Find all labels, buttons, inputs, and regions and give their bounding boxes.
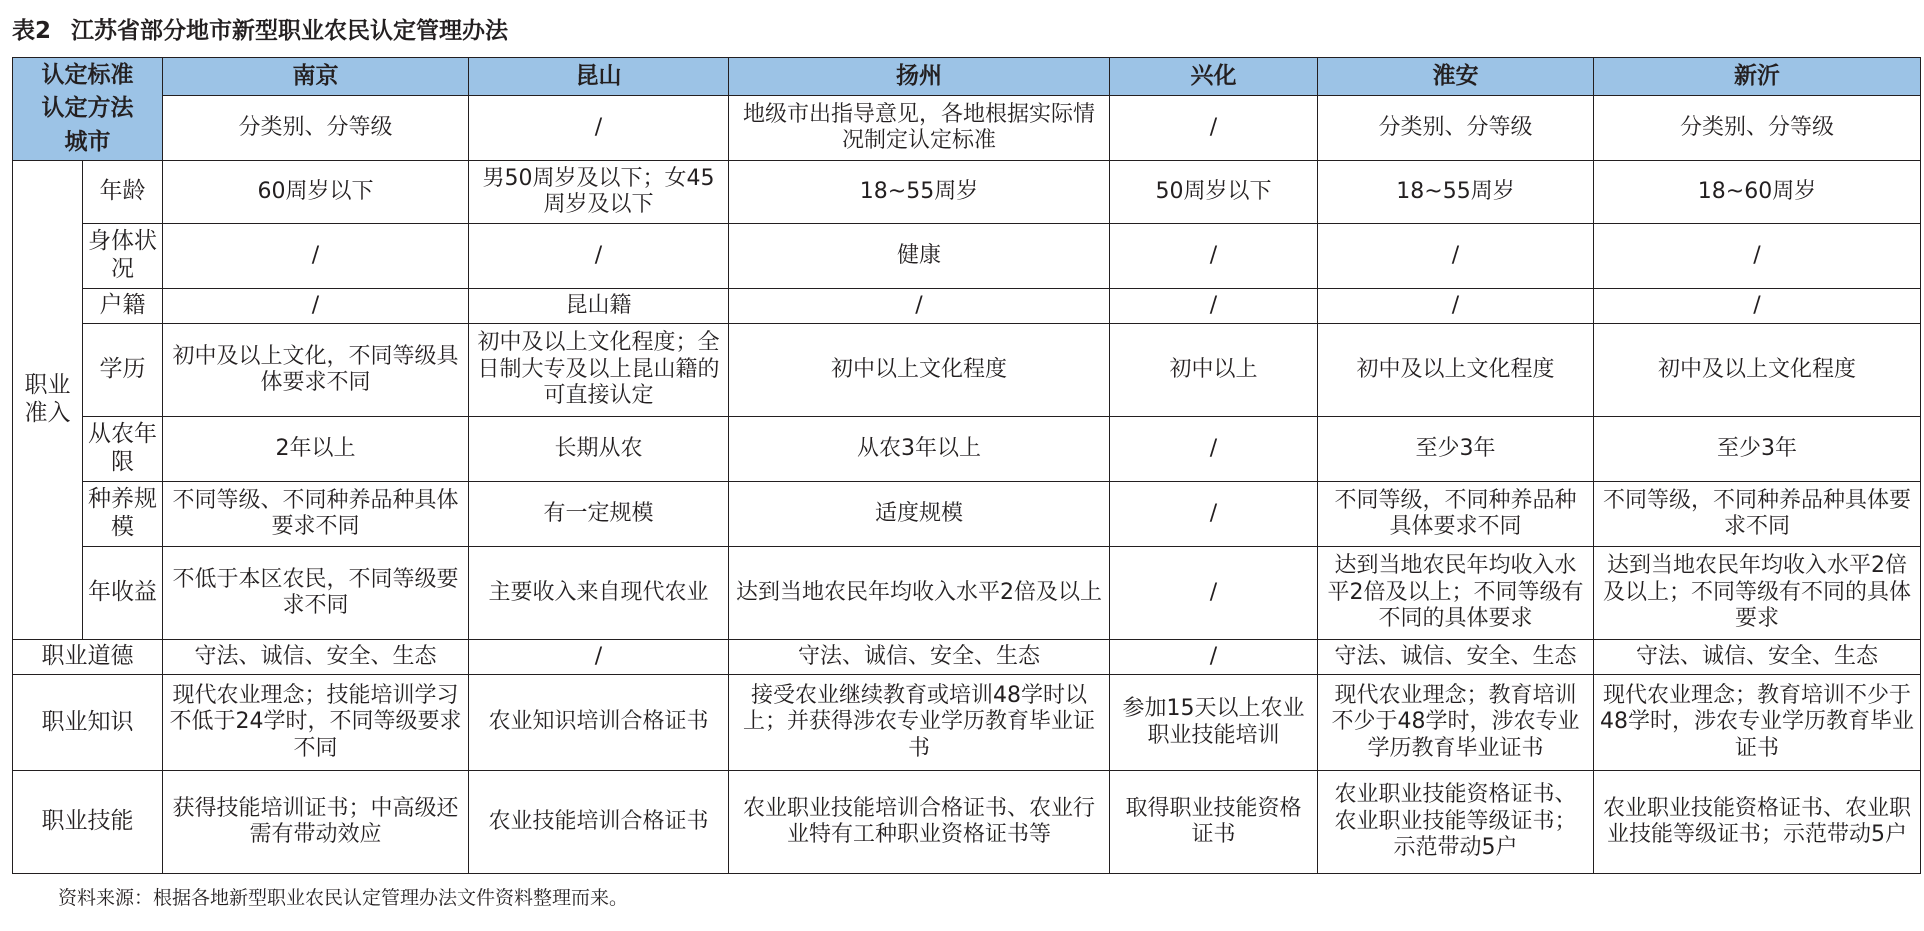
corner-standard: 认定标准 bbox=[41, 61, 134, 88]
table-cell: 农业职业技能资格证书、农业职业技能等级证书；示范带动5户 bbox=[1594, 771, 1921, 874]
table-cell: 至少3年 bbox=[1594, 417, 1921, 482]
table-cell: 接受农业继续教育或培训48学时以上；并获得涉农专业学历教育毕业证书 bbox=[729, 675, 1110, 771]
table-caption: 江苏省部分地市新型职业农民认定管理办法 bbox=[71, 18, 509, 44]
city-header: 扬州 bbox=[729, 58, 1110, 96]
source-note: 资料来源：根据各地新型职业农民认定管理办法文件资料整理而来。 bbox=[58, 887, 629, 909]
table-cell: 现代农业理念；教育培训不少于48学时，涉农专业学历教育毕业证书 bbox=[1594, 675, 1921, 771]
table-cell: 守法、诚信、安全、生态 bbox=[1594, 640, 1921, 675]
table-cell: 不同等级、不同种养品种具体要求不同 bbox=[163, 482, 469, 547]
table-cell: / bbox=[1110, 482, 1318, 547]
table-title bbox=[12, 12, 508, 45]
table-cell: 昆山籍 bbox=[469, 289, 729, 324]
table-cell: / bbox=[163, 289, 469, 324]
table-cell: 有一定规模 bbox=[469, 482, 729, 547]
method-cell: 地级市出指导意见，各地根据实际情况制定认定标准 bbox=[729, 96, 1110, 161]
table-cell: / bbox=[1110, 224, 1318, 289]
table-cell: / bbox=[1318, 289, 1594, 324]
method-cell: / bbox=[1110, 96, 1318, 161]
table-cell: / bbox=[1594, 289, 1921, 324]
table-cell: / bbox=[163, 224, 469, 289]
row-label-health: 身体状况 bbox=[83, 224, 163, 289]
table-cell: 守法、诚信、安全、生态 bbox=[1318, 640, 1594, 675]
city-header: 淮安 bbox=[1318, 58, 1594, 96]
table-cell: 农业知识培训合格证书 bbox=[469, 675, 729, 771]
table-cell: 初中及以上文化，不同等级具体要求不同 bbox=[163, 324, 469, 417]
row-label-ethics: 职业道德 bbox=[13, 640, 163, 675]
table-cell: 取得职业技能资格证书 bbox=[1110, 771, 1318, 874]
table-cell: 农业职业技能培训合格证书、农业行业特有工种职业资格证书等 bbox=[729, 771, 1110, 874]
method-cell: 分类别、分等级 bbox=[1318, 96, 1594, 161]
table-cell: 现代农业理念；技能培训学习不低于24学时，不同等级要求不同 bbox=[163, 675, 469, 771]
table-cell: 现代农业理念；教育培训不少于48学时，涉农专业学历教育毕业证书 bbox=[1318, 675, 1594, 771]
certification-table bbox=[12, 57, 1921, 874]
table-cell: 守法、诚信、安全、生态 bbox=[163, 640, 469, 675]
corner-method: 认定方法 bbox=[41, 95, 134, 122]
table-cell: 初中及以上文化程度 bbox=[1318, 324, 1594, 417]
table-cell: 获得技能培训证书；中高级还需有带动效应 bbox=[163, 771, 469, 874]
corner-city: 城市 bbox=[64, 128, 111, 155]
method-cell: / bbox=[469, 96, 729, 161]
city-header: 兴化 bbox=[1110, 58, 1318, 96]
table-cell: 达到当地农民年均收入水平2倍及以上 bbox=[729, 547, 1110, 640]
table-cell: 参加15天以上农业职业技能培训 bbox=[1110, 675, 1318, 771]
table-cell: 60周岁以下 bbox=[163, 161, 469, 224]
admission-category: 职业准入 bbox=[13, 161, 83, 640]
table-cell: 初中及以上文化程度 bbox=[1594, 324, 1921, 417]
row-label-age: 年龄 bbox=[83, 161, 163, 224]
table-cell: 达到当地农民年均收入水平2倍及以上；不同等级有不同的具体要求 bbox=[1594, 547, 1921, 640]
method-cell: 分类别、分等级 bbox=[163, 96, 469, 161]
row-label-farming-years: 从农年限 bbox=[83, 417, 163, 482]
table-cell: 初中以上 bbox=[1110, 324, 1318, 417]
table-cell: 守法、诚信、安全、生态 bbox=[729, 640, 1110, 675]
row-label-income: 年收益 bbox=[83, 547, 163, 640]
table-cell: / bbox=[469, 224, 729, 289]
corner-header bbox=[13, 58, 163, 161]
table-cell: 不低于本区农民，不同等级要求不同 bbox=[163, 547, 469, 640]
table-cell: / bbox=[729, 289, 1110, 324]
table-cell: 达到当地农民年均收入水平2倍及以上；不同等级有不同的具体要求 bbox=[1318, 547, 1594, 640]
table-cell: / bbox=[1110, 547, 1318, 640]
table-cell: / bbox=[1318, 224, 1594, 289]
table-cell: 18~55周岁 bbox=[1318, 161, 1594, 224]
row-label-knowledge: 职业知识 bbox=[13, 675, 163, 771]
table-cell: 50周岁以下 bbox=[1110, 161, 1318, 224]
table-cell: 不同等级，不同种养品种具体要求不同 bbox=[1594, 482, 1921, 547]
table-cell: 农业职业技能资格证书、农业职业技能等级证书；示范带动5户 bbox=[1318, 771, 1594, 874]
city-header: 新沂 bbox=[1594, 58, 1921, 96]
table-cell: 农业技能培训合格证书 bbox=[469, 771, 729, 874]
table-cell: 主要收入来自现代农业 bbox=[469, 547, 729, 640]
row-label-education: 学历 bbox=[83, 324, 163, 417]
table-cell: 初中以上文化程度 bbox=[729, 324, 1110, 417]
table-number: 表2 bbox=[12, 18, 52, 44]
table-cell: 18~55周岁 bbox=[729, 161, 1110, 224]
city-header: 南京 bbox=[163, 58, 469, 96]
table-cell: 健康 bbox=[729, 224, 1110, 289]
row-label-scale: 种养规模 bbox=[83, 482, 163, 547]
city-header: 昆山 bbox=[469, 58, 729, 96]
table-cell: / bbox=[1110, 289, 1318, 324]
table-cell: 适度规模 bbox=[729, 482, 1110, 547]
table-cell: / bbox=[1110, 640, 1318, 675]
table-cell: 初中及以上文化程度；全日制大专及以上昆山籍的可直接认定 bbox=[469, 324, 729, 417]
table-cell: / bbox=[1594, 224, 1921, 289]
table-cell: 不同等级，不同种养品种具体要求不同 bbox=[1318, 482, 1594, 547]
method-cell: 分类别、分等级 bbox=[1594, 96, 1921, 161]
table-cell: 18~60周岁 bbox=[1594, 161, 1921, 224]
table-cell: 2年以上 bbox=[163, 417, 469, 482]
table-cell: 从农3年以上 bbox=[729, 417, 1110, 482]
row-label-household: 户籍 bbox=[83, 289, 163, 324]
table-cell: 至少3年 bbox=[1318, 417, 1594, 482]
table-cell: / bbox=[469, 640, 729, 675]
table-cell: 男50周岁及以下；女45周岁及以下 bbox=[469, 161, 729, 224]
row-label-skills: 职业技能 bbox=[13, 771, 163, 874]
table-cell: 长期从农 bbox=[469, 417, 729, 482]
table-cell: / bbox=[1110, 417, 1318, 482]
